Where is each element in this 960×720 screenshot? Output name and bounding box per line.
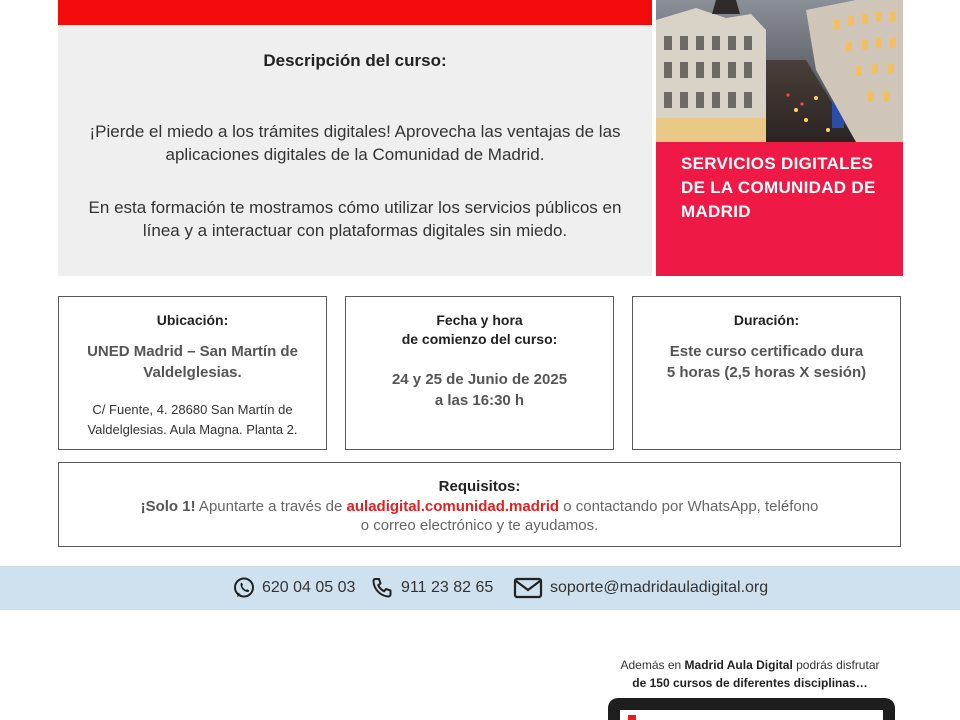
email-address: soporte@madridauladigital.org	[550, 579, 769, 596]
whatsapp-contact[interactable]	[232, 575, 355, 601]
schedule-time: a las 16:30 h	[434, 392, 525, 409]
location-name-line: Valdelglesias.	[143, 364, 242, 381]
location-address-line: Valdelglesias. Aula Magna. Planta 2.	[87, 422, 298, 437]
duration-text-line: Este curso certificado dura	[669, 343, 864, 360]
tablet-screen	[620, 710, 883, 720]
description-title: Descripción del curso:	[263, 51, 447, 70]
extra-note-prefix: Además en	[620, 658, 685, 672]
promo-title-line: SERVICIOS DIGITALES	[681, 154, 874, 173]
description-panel	[58, 25, 652, 276]
contact-band	[0, 566, 960, 610]
auladigital-link[interactable]: auladigital.comunidad.madrid	[346, 498, 560, 515]
location-address-line: C/ Fuente, 4. 28680 San Martín de	[92, 402, 293, 417]
requirements-line-2: o correo electrónico y te ayudamos.	[360, 517, 599, 534]
requirements-box	[58, 462, 901, 547]
promo-title	[681, 152, 891, 224]
madrid-city-photo	[656, 0, 903, 142]
extra-courses-note	[600, 656, 900, 692]
mail-icon	[512, 576, 544, 600]
extra-note-line-2: de 150 cursos de diferentes disciplinas…	[632, 676, 868, 690]
header-red-bar	[58, 0, 652, 25]
promo-title-line: DE LA COMUNIDAD DE	[681, 178, 876, 197]
promo-banner	[656, 0, 903, 276]
schedule-date: 24 y 25 de Junio de 2025	[391, 371, 568, 388]
requirements-text-before-link: Apuntarte a través de	[195, 498, 347, 515]
schedule-heading-line: de comienzo del curso:	[401, 331, 558, 347]
description-paragraph-2: En esta formación te mostramos cómo utilizar los servicios públicos en línea y a interactuar con plataformas digitales sin miedo.	[88, 198, 622, 240]
promo-title-line: MADRID	[681, 202, 751, 221]
schedule-box	[345, 296, 614, 450]
schedule-heading-line: Fecha y hora	[436, 312, 523, 328]
requirements-text-after-link: o contactando por WhatsApp, teléfono	[559, 498, 819, 515]
madrid-logo-icon	[628, 715, 636, 720]
whatsapp-icon	[232, 576, 256, 600]
extra-note-brand: Madrid Aula Digital	[684, 658, 793, 672]
duration-heading: Duración:	[733, 312, 800, 328]
description-paragraph-1: ¡Pierde el miedo a los trámites digitales! Aprovecha las ventajas de las aplicaciones digitales de la Comunidad de Madrid.	[89, 122, 621, 164]
duration-text-line: 5 horas (2,5 horas X sesión)	[666, 364, 867, 381]
duration-box	[632, 296, 901, 450]
phone-icon	[369, 576, 395, 600]
extra-note-line-1	[600, 656, 900, 674]
phone-number: 911 23 82 65	[401, 579, 494, 596]
extra-note-suffix: podrás disfrutar	[792, 658, 880, 672]
requirements-line-1	[59, 498, 900, 515]
requirements-heading: Requisitos:	[438, 478, 521, 495]
phone-contact[interactable]	[369, 575, 493, 601]
location-name-line: UNED Madrid – San Martín de	[87, 343, 298, 360]
whatsapp-number: 620 04 05 03	[262, 579, 356, 596]
tablet-device	[608, 698, 895, 720]
email-contact[interactable]	[512, 575, 768, 601]
requirements-lead: ¡Solo 1!	[140, 498, 196, 515]
location-box	[58, 296, 327, 450]
location-heading: Ubicación:	[156, 312, 229, 328]
